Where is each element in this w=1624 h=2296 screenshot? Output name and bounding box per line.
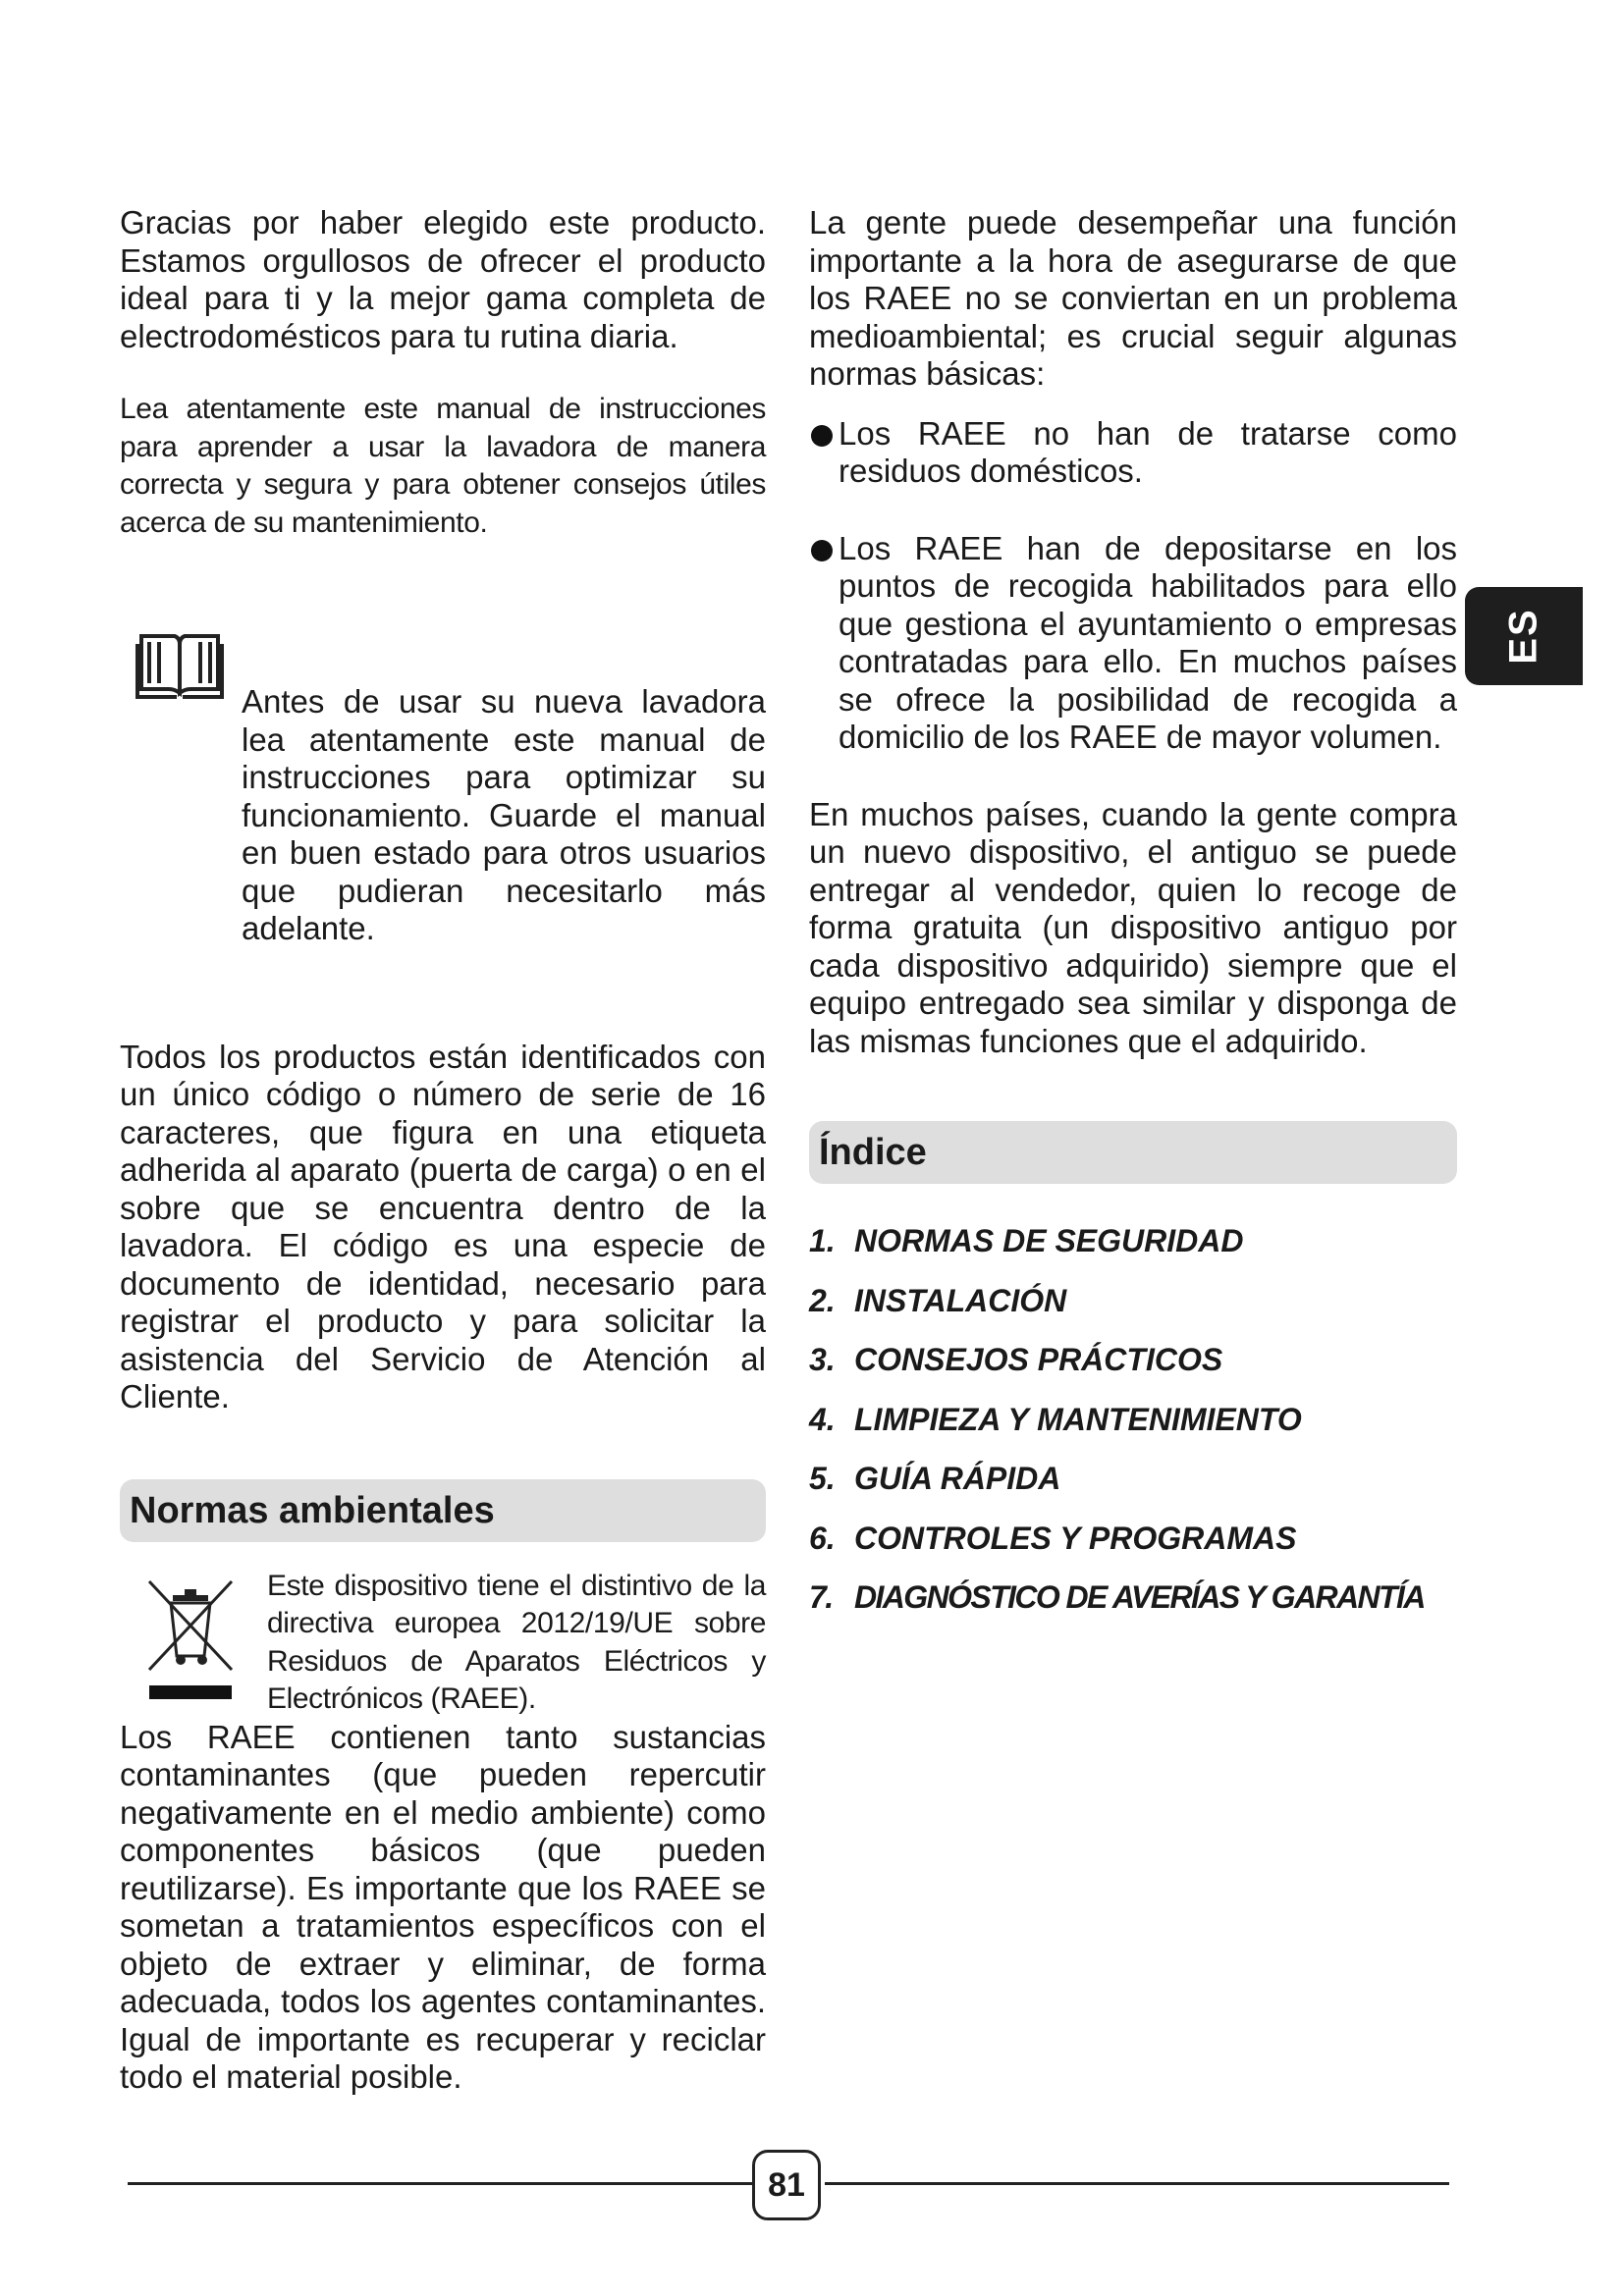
manual-book-icon (135, 628, 224, 701)
bullet-item (809, 530, 1457, 757)
page-number: 81 (752, 2150, 821, 2220)
weee-body-paragraph: Los RAEE contienen tanto sustancias contaminantes (que pueden repercutir negativamente en el medio ambiente) como componentes básicos (que pueden reutilizarse). Es importante que los RAEE se sometan a tratamientos específicos con el objeto de extraer y eliminar, de forma adecuada, todos los agentes contaminantes. Igual de importante es recuperar y reciclar todo el material posible. (120, 1718, 766, 2095)
index-item[interactable]: 5. GUÍA RÁPIDA (809, 1461, 1061, 1496)
footer-rule-right (825, 2182, 1449, 2185)
weee-intro-paragraph: La gente puede desempeñar una función importante a la hora de asegurarse de que los RAEE no se conviertan en un problema medioambiental; es crucial seguir algunas normas básicas: (809, 204, 1457, 392)
right-column (809, 204, 1457, 1628)
bullet-text: Los RAEE no han de tratarse como residuos domésticos. (839, 414, 1457, 489)
return-policy-paragraph: En muchos países, cuando la gente compra un nuevo dispositivo, el antiguo se puede entregar al vendedor, quien lo recoge de forma gratuita (un dispositivo antiguo por cada dispositivo adquirido) siempre que el equipo entregado sea similar y disponga de las mismas funciones que el adquirido. (809, 795, 1457, 1059)
language-tab (1465, 587, 1583, 685)
weee-bin-icon (145, 1575, 238, 1705)
bullet-item (809, 415, 1457, 491)
index-item[interactable]: 2. INSTALACIÓN (809, 1282, 1067, 1318)
footer-rule-left (128, 2182, 752, 2185)
section-header-index: Índice (809, 1121, 1457, 1184)
before-use-block (120, 628, 766, 948)
section-header-environment: Normas ambientales (120, 1479, 766, 1542)
language-tab-label: ES (1501, 608, 1545, 665)
bullet-dot-icon (811, 425, 833, 447)
index-item[interactable]: 6. CONTROLES Y PROGRAMAS (809, 1520, 1297, 1556)
intro-paragraph: Gracias por haber elegido este producto. Estamos orgullosos de ofrecer el producto ideal para ti y la mejor gama completa de electrodomésticos para tu rutina diaria. (120, 204, 766, 354)
read-manual-paragraph: Lea atentamente este manual de instrucciones para aprender a usar la lavadora de manera correcta y segura y para obtener consejos útiles acerca de su mantenimiento. (120, 393, 766, 539)
index-item[interactable]: 4. LIMPIEZA Y MANTENIMIENTO (809, 1401, 1302, 1437)
index-item[interactable]: 1. NORMAS DE SEGURIDAD (809, 1223, 1244, 1258)
bullet-text: Los RAEE han de depositarse en los puntos de recogida habilitados para ello que gestiona el ayuntamiento o empresas contratadas para ello. En muchos países se ofrece la posibilidad de recogida a domicilio de los RAEE de mayor volumen. (839, 529, 1457, 755)
index-item[interactable]: 3. CONSEJOS PRÁCTICOS (809, 1342, 1223, 1377)
index-list (809, 1211, 1457, 1628)
weee-block (120, 1568, 766, 1719)
left-column (120, 204, 766, 2097)
index-item[interactable]: 7. DIAGNÓSTICO DE AVERÍAS Y GARANTÍA (809, 1579, 1425, 1615)
bullet-dot-icon (811, 540, 833, 561)
before-use-paragraph: Antes de usar su nueva lavadora lea atentamente este manual de instrucciones para optimizar su funcionamiento. Guarde el manual en buen estado para otros usuarios que pudieran necesitarlo más adelante. (242, 683, 766, 946)
serial-paragraph: Todos los productos están identificados con un único código o número de serie de 16 caracteres, que figura en una etiqueta adherida al aparato (puerta de carga) o en el sobre que se encuentra dentro de la lavadora. El código es una especie de documento de identidad, necesario para registrar el producto y para solicitar la asistencia del Servicio de Atención al Cliente. (120, 1038, 766, 1415)
weee-label-paragraph: Este dispositivo tiene el distintivo de la directiva europea 2012/19/UE sobre Residuos de Aparatos Eléctricos y Electrónicos (RAEE). (267, 1569, 766, 1715)
